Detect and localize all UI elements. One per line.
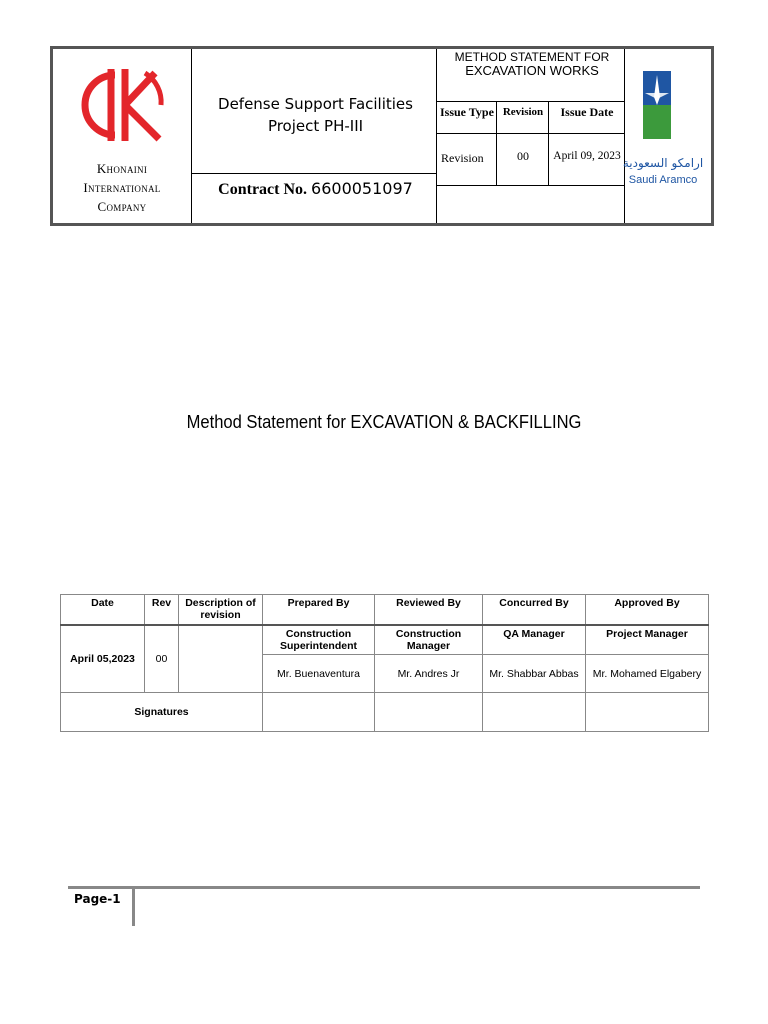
- company-name-line: International: [83, 180, 161, 195]
- ms-heading-line2: EXCAVATION WORKS: [465, 63, 599, 78]
- contract-label: Contract No.: [218, 181, 308, 198]
- header-cell-reviewed-by: Reviewed By: [375, 595, 483, 626]
- company-name-line: Khonaini: [96, 161, 148, 176]
- cell-date: April 05,2023: [61, 625, 145, 693]
- cell-name: Mr. Buenaventura: [263, 655, 375, 693]
- cell-name: Mr. Shabbar Abbas: [483, 655, 586, 693]
- header-cell-description: Description of revision: [179, 595, 263, 626]
- cell-role: QA Manager: [483, 625, 586, 655]
- company-name: [53, 159, 191, 216]
- signature-row: [61, 693, 709, 732]
- signatures-label: Signatures: [61, 693, 263, 732]
- signature-cell[interactable]: [586, 693, 709, 732]
- cell-role: Construction Superintendent: [263, 625, 375, 655]
- header-cell-date: Date: [61, 595, 145, 626]
- signature-cell[interactable]: [263, 693, 375, 732]
- header-divider: [436, 133, 624, 134]
- cell-role: Construction Manager: [375, 625, 483, 655]
- method-statement-heading: [439, 51, 625, 77]
- project-title-line: Project PH-III: [267, 117, 364, 135]
- issue-type-value: Revision: [441, 151, 484, 165]
- header-divider: [496, 101, 497, 185]
- document-header: [50, 46, 714, 226]
- revision-table: [60, 594, 709, 732]
- table-row: [61, 625, 709, 655]
- project-title-line: Defense Support Facilities: [218, 95, 413, 113]
- signature-cell[interactable]: [483, 693, 586, 732]
- aramco-text: Saudi Aramco: [628, 174, 698, 186]
- ms-heading-line1: METHOD STATEMENT FOR: [454, 50, 610, 64]
- contract-number: [193, 179, 438, 200]
- cell-rev: 00: [145, 625, 179, 693]
- document-title: Method Statement for EXCAVATION & BACKFILLING: [186, 412, 582, 432]
- footer-divider: [132, 886, 135, 926]
- header-divider: [436, 101, 624, 102]
- signature-cell[interactable]: [375, 693, 483, 732]
- cell-name: Mr. Mohamed Elgabery: [586, 655, 709, 693]
- footer-divider: [68, 886, 700, 889]
- revision-value: 00: [517, 149, 529, 163]
- revision-header: Revision: [502, 106, 544, 118]
- header-divider: [191, 49, 192, 223]
- header-cell-approved-by: Approved By: [586, 595, 709, 626]
- company-name-line: Company: [97, 199, 147, 214]
- header-cell-concurred-by: Concurred By: [483, 595, 586, 626]
- header-cell-prepared-by: Prepared By: [263, 595, 375, 626]
- project-title: [193, 93, 438, 137]
- cell-description: [179, 625, 263, 693]
- header-cell-rev: Rev: [145, 595, 179, 626]
- header-divider: [191, 173, 436, 174]
- contract-number-value: 6600051097: [311, 179, 413, 198]
- issue-type-header: Issue Type: [440, 105, 494, 119]
- issue-date-header: Issue Date: [560, 105, 614, 119]
- cell-name: Mr. Andres Jr: [375, 655, 483, 693]
- header-divider: [548, 101, 549, 185]
- aramco-arabic-text: ارامكو السعودية: [622, 156, 704, 170]
- issue-date-value: April 09, 2023: [553, 150, 621, 162]
- table-header-row: [61, 595, 709, 626]
- saudi-aramco-logo: [622, 63, 704, 195]
- cell-role: Project Manager: [586, 625, 709, 655]
- khonaini-logo: [81, 65, 165, 145]
- header-divider: [436, 185, 624, 186]
- page-number: Page-1: [74, 892, 121, 906]
